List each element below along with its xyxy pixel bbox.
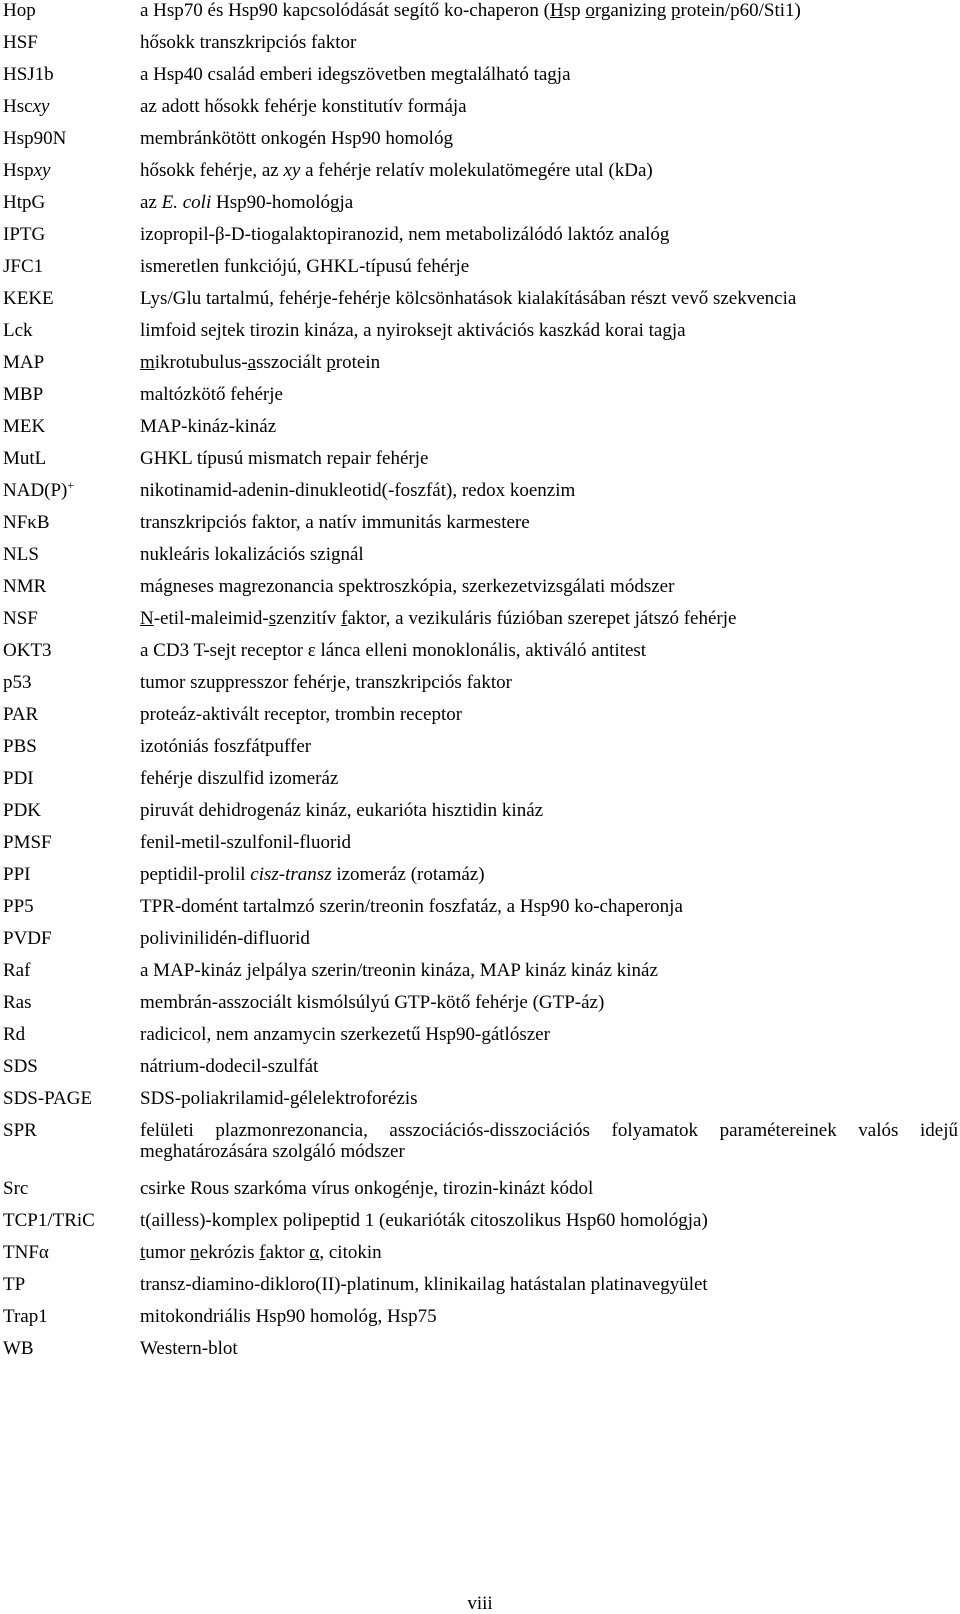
- text-run: xy: [283, 160, 301, 181]
- abbreviation-definition: [140, 128, 958, 149]
- abbreviation-definition: [140, 864, 958, 885]
- abbreviation-term: PBS: [3, 736, 37, 757]
- text-run: xy: [33, 160, 51, 181]
- abbreviation-definition: [140, 704, 958, 725]
- abbreviation-definition: [140, 1178, 958, 1199]
- abbreviation-definition: [140, 512, 958, 533]
- abbreviation-entry: [3, 384, 958, 416]
- text-run: a fehérje relatív molekulatömegére utal (kDa): [300, 160, 653, 181]
- abbreviation-entry: [3, 256, 958, 288]
- text-run: , citokin: [319, 1242, 382, 1263]
- abbreviation-term: TNFα: [3, 1242, 49, 1263]
- text-run: Hsp: [3, 160, 34, 181]
- abbreviation-definition: [140, 1306, 958, 1327]
- text-run: izomeráz (rotamáz): [331, 864, 485, 885]
- text-run: NAD(P): [3, 480, 68, 501]
- text-run: Western-blot: [140, 1338, 238, 1359]
- abbreviation-list: [3, 0, 958, 1370]
- abbreviation-definition: [140, 416, 958, 437]
- text-run: az adott hősokk fehérje konstitutív formája: [140, 96, 467, 117]
- text-run: Hsc: [3, 96, 33, 117]
- text-run: n: [190, 1242, 200, 1263]
- abbreviation-term: PDK: [3, 800, 42, 821]
- abbreviation-definition: [140, 160, 958, 181]
- text-run: α: [309, 1242, 320, 1263]
- abbreviation-entry: [3, 1056, 958, 1088]
- text-run: p: [671, 0, 681, 21]
- abbreviation-definition: [140, 256, 958, 277]
- text-run: tumor szuppresszor fehérje, transzkripciós faktor: [140, 672, 512, 693]
- text-run: zenzitív: [276, 608, 342, 629]
- abbreviation-definition: [140, 736, 958, 757]
- abbreviation-entry: [3, 128, 958, 160]
- abbreviation-definition: [140, 992, 958, 1013]
- abbreviation-term: MEK: [3, 416, 46, 437]
- abbreviation-term: PP5: [3, 896, 34, 917]
- abbreviation-entry: [3, 352, 958, 384]
- abbreviation-term: IPTG: [3, 224, 46, 245]
- abbreviation-term: Lck: [3, 320, 33, 341]
- abbreviation-definition: [140, 832, 958, 853]
- abbreviation-term: HtpG: [3, 192, 46, 213]
- abbreviation-definition: [140, 192, 958, 213]
- abbreviation-entry: [3, 864, 958, 896]
- abbreviation-entry: [3, 608, 958, 640]
- abbreviation-term: MutL: [3, 448, 47, 469]
- abbreviation-definition: [140, 288, 958, 309]
- abbreviation-entry: [3, 1338, 958, 1370]
- text-run: felületi plazmonrezonancia, asszociációs-disszociációs folyamatok paramétereinek valós idejű meghatározására szolgáló módszer: [140, 1120, 958, 1162]
- text-run: cisz-transz: [250, 864, 332, 885]
- abbreviation-entry: [3, 960, 958, 992]
- abbreviation-entry: [3, 192, 958, 224]
- abbreviation-term: HSF: [3, 32, 38, 53]
- text-run: -etil-maleimid-: [153, 608, 269, 629]
- text-run: hősokk transzkripciós faktor: [140, 32, 357, 53]
- abbreviation-definition: [140, 576, 958, 597]
- text-run: f: [259, 1242, 266, 1263]
- abbreviation-definition: [140, 544, 958, 565]
- text-run: umor: [145, 1242, 191, 1263]
- text-run: H: [549, 0, 564, 21]
- abbreviation-term: HSJ1b: [3, 64, 54, 85]
- abbreviation-definition: [140, 608, 958, 629]
- abbreviation-entry: [3, 96, 958, 128]
- abbreviation-entry: [3, 1274, 958, 1306]
- text-run: t: [140, 1242, 146, 1263]
- text-run: N: [140, 608, 154, 629]
- abbreviation-entry: [3, 512, 958, 544]
- text-run: sszociált: [256, 352, 327, 373]
- text-run: a MAP-kináz jelpálya szerin/treonin kináza, MAP kináz kináz kináz: [140, 960, 658, 981]
- abbreviation-definition: [140, 672, 958, 693]
- text-run: limfoid sejtek tirozin kináza, a nyiroksejt aktivációs kaszkád korai tagja: [140, 320, 686, 341]
- abbreviation-entry: [3, 768, 958, 800]
- abbreviation-definition: [140, 928, 958, 949]
- text-run: p: [326, 352, 336, 373]
- abbreviation-entry: [3, 640, 958, 672]
- text-run: izotóniás foszfátpuffer: [140, 736, 312, 757]
- text-run: m: [140, 352, 155, 373]
- text-run: rotein/p60/Sti1): [680, 0, 801, 21]
- abbreviation-entry: [3, 544, 958, 576]
- abbreviation-term: Hop: [3, 0, 36, 21]
- abbreviation-entry: [3, 992, 958, 1024]
- text-run: ekrózis: [199, 1242, 260, 1263]
- abbreviation-definition: [140, 640, 958, 661]
- text-run: fenil-metil-szulfonil-fluorid: [140, 832, 352, 853]
- abbreviation-entry: [3, 1024, 958, 1056]
- text-run: sp: [563, 0, 586, 21]
- abbreviation-definition: [140, 224, 958, 245]
- abbreviation-entry: [3, 800, 958, 832]
- abbreviation-entry: [3, 1242, 958, 1274]
- abbreviation-term: Hsp90N: [3, 128, 67, 149]
- abbreviation-entry: [3, 1306, 958, 1338]
- abbreviation-entry: [3, 896, 958, 928]
- text-run: radicicol, nem anzamycin szerkezetű Hsp90-gátlószer: [140, 1024, 550, 1045]
- abbreviation-term: SPR: [3, 1120, 37, 1141]
- abbreviation-term: PDI: [3, 768, 34, 789]
- abbreviation-definition: [140, 1338, 958, 1359]
- abbreviation-definition: [140, 1088, 958, 1109]
- abbreviation-term: NSF: [3, 608, 38, 629]
- abbreviation-term: TP: [3, 1274, 26, 1295]
- abbreviation-entry: [3, 1178, 958, 1210]
- abbreviation-definition: [140, 1024, 958, 1045]
- page-number: viii: [467, 1593, 493, 1614]
- abbreviation-entry: [3, 704, 958, 736]
- abbreviation-term: PAR: [3, 704, 39, 725]
- abbreviation-definition: [140, 800, 958, 821]
- text-run: membrán-asszociált kismólsúlyú GTP-kötő fehérje (GTP-áz): [140, 992, 605, 1013]
- abbreviation-entry: [3, 0, 958, 32]
- text-run: izopropil-β-D-tiogalaktopiranozid, nem metabolizálódó laktóz analóg: [140, 224, 670, 245]
- abbreviation-entry: [3, 160, 958, 192]
- text-run: peptidil-prolil: [140, 864, 251, 885]
- text-run: hősokk fehérje, az: [140, 160, 284, 181]
- text-run: membránkötött onkogén Hsp90 homológ: [140, 128, 453, 149]
- abbreviation-definition: [140, 1056, 958, 1077]
- text-run: Lys/Glu tartalmú, fehérje-fehérje kölcsönhatások kialakításában részt vevő szekvencia: [140, 288, 797, 309]
- abbreviation-term: NLS: [3, 544, 39, 565]
- text-run: aktor: [265, 1242, 310, 1263]
- abbreviation-term: PPI: [3, 864, 31, 885]
- abbreviation-term: [3, 96, 138, 117]
- abbreviation-definition: [140, 1120, 958, 1162]
- abbreviation-entry: [3, 448, 958, 480]
- text-run: E. coli: [161, 192, 212, 213]
- text-run: aktor, a vezikuláris fúzióban szerepet játszó fehérje: [347, 608, 737, 629]
- text-run: SDS-poliakrilamid-gélelektroforézis: [140, 1088, 418, 1109]
- text-run: polivinilidén-difluorid: [140, 928, 310, 949]
- text-run: transz-diamino-dikloro(II)-platinum, klinikailag hatástalan platinavegyület: [140, 1274, 708, 1295]
- abbreviation-term: Src: [3, 1178, 29, 1199]
- text-run: a CD3 T-sejt receptor ε lánca elleni monoklonális, aktiváló antitest: [140, 640, 647, 661]
- abbreviation-definition: [140, 448, 958, 469]
- abbreviation-definition: [140, 96, 958, 117]
- abbreviation-entry: [3, 416, 958, 448]
- abbreviation-term: MAP: [3, 352, 45, 373]
- text-run: TPR-domént tartalmzó szerin/treonin foszfatáz, a Hsp90 ko-chaperonja: [140, 896, 683, 917]
- text-run: t(ailless)-komplex polipeptid 1 (eukarióták citoszolikus Hsp60 homológja): [140, 1210, 708, 1231]
- abbreviation-definition: [140, 1242, 958, 1263]
- text-run: proteáz-aktivált receptor, trombin receptor: [140, 704, 463, 725]
- abbreviation-definition: [140, 1274, 958, 1295]
- text-run: rganizing: [594, 0, 672, 21]
- text-run: MAP-kináz-kináz: [140, 416, 277, 437]
- abbreviation-term: [3, 480, 138, 501]
- text-run: xy: [32, 96, 50, 117]
- abbreviation-definition: [140, 64, 958, 85]
- abbreviation-definition: [140, 32, 958, 53]
- abbreviation-term: SDS-PAGE: [3, 1088, 93, 1109]
- abbreviation-entry: [3, 832, 958, 864]
- abbreviation-entry: [3, 1210, 958, 1242]
- abbreviation-term: p53: [3, 672, 32, 693]
- text-run: rotein: [335, 352, 381, 373]
- abbreviation-entry: [3, 224, 958, 256]
- abbreviation-entry: [3, 672, 958, 704]
- abbreviation-term: Raf: [3, 960, 31, 981]
- abbreviation-definition: [140, 896, 958, 917]
- abbreviation-term: NMR: [3, 576, 47, 597]
- text-run: GHKL típusú mismatch repair fehérje: [140, 448, 429, 469]
- abbreviation-definition: [140, 384, 958, 405]
- abbreviation-term: Rd: [3, 1024, 26, 1045]
- abbreviation-definition: [140, 0, 958, 21]
- abbreviation-term: OKT3: [3, 640, 52, 661]
- abbreviation-entry: [3, 64, 958, 96]
- text-run: Hsp90-homológja: [211, 192, 354, 213]
- abbreviation-entry: [3, 32, 958, 64]
- abbreviation-definition: [140, 1210, 958, 1231]
- abbreviation-term: JFC1: [3, 256, 44, 277]
- abbreviation-term: PMSF: [3, 832, 52, 853]
- abbreviation-entry: [3, 480, 958, 512]
- abbreviation-term: SDS: [3, 1056, 38, 1077]
- abbreviation-definition: [140, 960, 958, 981]
- text-run: fehérje diszulfid izomeráz: [140, 768, 339, 789]
- text-run: mágneses magrezonancia spektroszkópia, szerkezetvizsgálati módszer: [140, 576, 675, 597]
- abbreviation-entry: [3, 288, 958, 320]
- abbreviation-entry: [3, 320, 958, 352]
- abbreviation-entry: [3, 1120, 958, 1178]
- abbreviation-term: NFκB: [3, 512, 50, 533]
- text-run: csirke Rous szarkóma vírus onkogénje, tirozin-kinázt kódol: [140, 1178, 594, 1199]
- text-run: az: [140, 192, 162, 213]
- abbreviation-entry: [3, 736, 958, 768]
- abbreviation-entry: [3, 928, 958, 960]
- text-run: mitokondriális Hsp90 homológ, Hsp75: [140, 1306, 437, 1327]
- abbreviation-definition: [140, 320, 958, 341]
- text-run: +: [67, 478, 75, 492]
- text-run: nátrium-dodecil-szulfát: [140, 1056, 319, 1077]
- text-run: transzkripciós faktor, a natív immunitás karmestere: [140, 512, 530, 533]
- abbreviation-term: MBP: [3, 384, 44, 405]
- abbreviation-definition: [140, 768, 958, 789]
- abbreviation-entry: [3, 576, 958, 608]
- text-run: nikotinamid-adenin-dinukleotid(-foszfát), redox koenzim: [140, 480, 576, 501]
- text-run: ikrotubulus-: [154, 352, 248, 373]
- text-run: o: [585, 0, 595, 21]
- abbreviation-entry: [3, 1088, 958, 1120]
- abbreviation-term: [3, 160, 138, 181]
- abbreviation-term: Ras: [3, 992, 32, 1013]
- text-run: maltózkötő fehérje: [140, 384, 283, 405]
- text-run: ismeretlen funkciójú, GHKL-típusú fehérje: [140, 256, 470, 277]
- abbreviation-definition: [140, 352, 958, 373]
- text-run: a: [247, 352, 257, 373]
- text-run: s: [268, 608, 277, 629]
- abbreviation-term: KEKE: [3, 288, 54, 309]
- text-run: piruvát dehidrogenáz kináz, eukarióta hisztidin kináz: [140, 800, 544, 821]
- text-run: a Hsp40 család emberi idegszövetben megtalálható tagja: [140, 64, 571, 85]
- text-run: nukleáris lokalizációs szignál: [140, 544, 364, 565]
- abbreviation-term: TCP1/TRiC: [3, 1210, 95, 1231]
- abbreviation-term: Trap1: [3, 1306, 48, 1327]
- text-run: f: [341, 608, 348, 629]
- abbreviation-term: PVDF: [3, 928, 52, 949]
- abbreviation-definition: [140, 480, 958, 501]
- abbreviation-term: WB: [3, 1338, 34, 1359]
- text-run: a Hsp70 és Hsp90 kapcsolódását segítő ko-chaperon (: [140, 0, 550, 21]
